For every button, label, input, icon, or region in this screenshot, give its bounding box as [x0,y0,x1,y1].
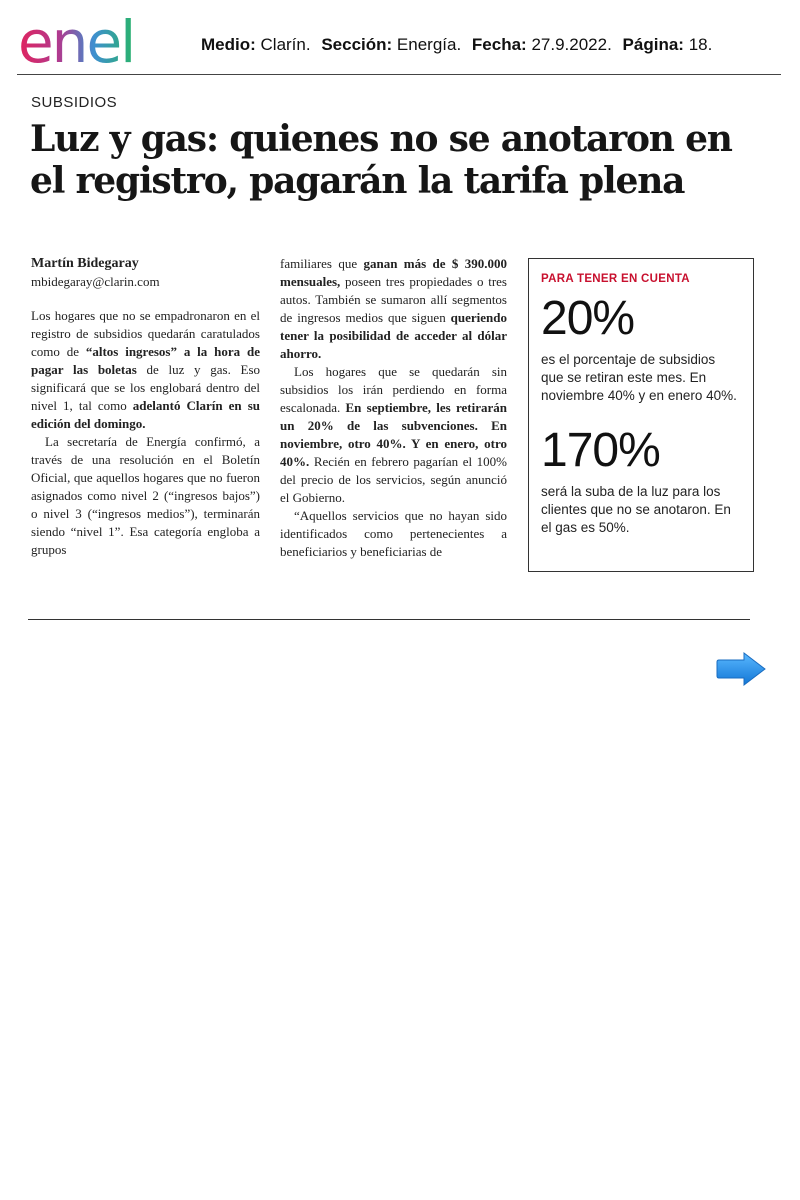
stat-2-value: 170% [541,424,660,477]
stat-1-text: es el porcentaje de subsidios que se retiran este mes. En noviembre 40% y en enero 40%. [541,352,737,403]
key-facts-heading: PARA TENER EN CUENTA [541,273,690,285]
enel-logo [18,8,170,68]
seccion-label: Sección: [321,35,393,54]
pagina-value: 18. [688,35,713,54]
paragraph: La secretaría de Energía confirmó, a través de una resolución en el Boletín Oficial, que aquellos hogares que no fueron asignados como nivel 2 (“ingresos bajos”) o nivel 3 (“ingresos medios”), terminarán siendo “nivel 1”. Esa categoría engloba a grupos [31,434,260,557]
clipping-meta [201,35,712,55]
header-divider [17,74,781,75]
article-column-1 [31,255,260,559]
stat-1-value: 20% [541,292,635,345]
paragraph: “Aquellos servicios que no hayan sido identificados como pertenecientes a beneficiarios y beneficiarias de [280,508,507,559]
article-kicker: SUBSIDIOS [31,94,118,111]
medio-label: Medio: [201,35,256,54]
paragraph: Los hogares que se quedarán sin subsidios los irán perdiendo en forma escalonada. En septiembre, les retirarán un 20% de las subvenciones. En noviembre, otro 40%. Y en enero, otro 40%. Recién en febrero pagarían el 100% del precio de los servicios, según anunció el Gobierno. [280,364,507,505]
paragraph: Los hogares que no se empadronaron en el registro de subsidios quedarán caratulados como de “altos ingresos” a la hora de pagar las boletas de luz y gas. Eso significará que se los englobará dentro del nivel 1, tal como adelantó Clarín en su edición del domingo. [31,308,261,431]
arrow-right-icon[interactable] [714,650,768,688]
article-title: Luz y gas: quienes no se anotaron en el registro, pagarán la tarifa plena [30,118,732,202]
fecha-value: 27.9.2022. [531,35,612,54]
key-facts-box [528,258,754,572]
fecha-label: Fecha: [471,35,527,54]
stat-2-text: será la suba de la luz para los clientes que no se anotaron. En el gas es 50%. [541,484,731,535]
pagina-label: Página: [622,35,684,54]
article-end-divider [28,619,750,620]
paragraph: familiares que ganan más de $ 390.000 mensuales, poseen tres propiedades o tres autos. También se sumaron allí segmentos de ingresos medios que siguen queriendo tener la posibilidad de acceder al dólar ahorro. [280,256,507,361]
svg-text:enel: enel [18,8,135,68]
author-name: Martín Bidegaray [31,256,139,271]
clipping-header [18,8,780,74]
author-email: mbidegaray@clarin.com [31,274,160,289]
medio-value: Clarín. [260,35,311,54]
article-column-2 [280,255,507,561]
seccion-value: Energía. [396,35,462,54]
